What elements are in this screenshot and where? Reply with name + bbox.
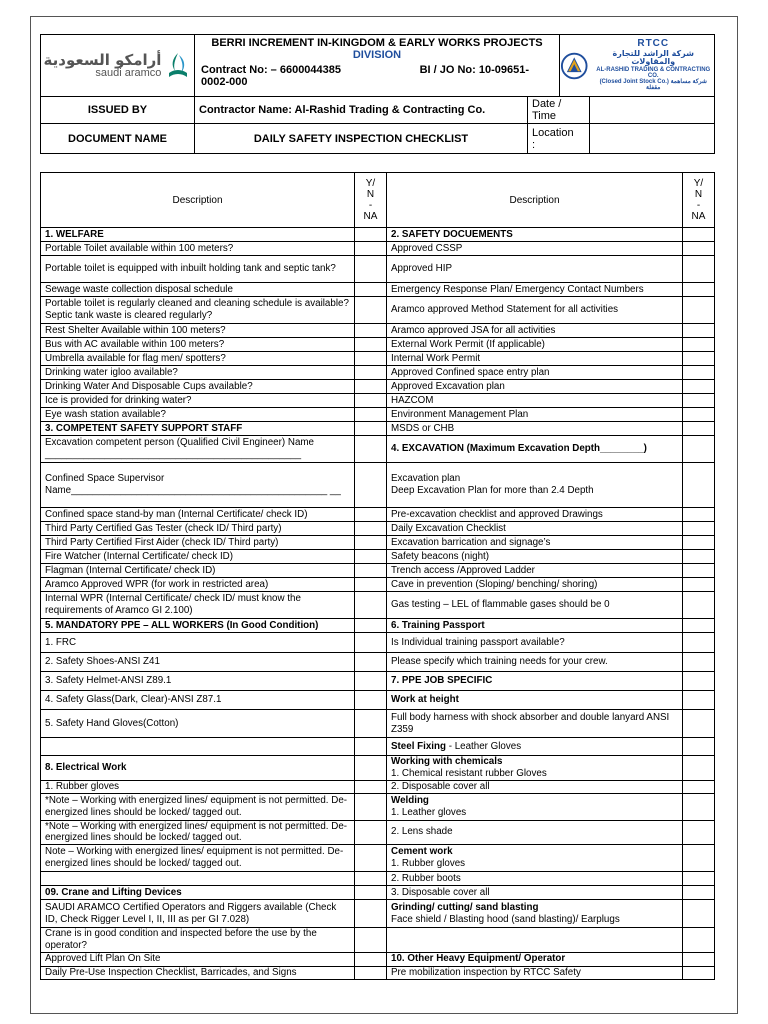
yn-na-cell-left[interactable]: [355, 228, 387, 242]
inspection-checklist-table: [40, 172, 715, 980]
yn-na-cell-left[interactable]: [355, 653, 387, 672]
yn-na-cell-left[interactable]: [355, 366, 387, 380]
checklist-row: [41, 820, 715, 845]
checklist-item-left: 09. Crane and Lifting Devices: [41, 886, 355, 900]
yn-na-cell-right[interactable]: [683, 793, 715, 820]
yn-na-cell-right[interactable]: [683, 672, 715, 691]
checklist-item-right: 2. Lens shade: [387, 820, 683, 845]
checklist-row: [41, 283, 715, 297]
yn-na-cell-left[interactable]: [355, 738, 387, 756]
yn-na-cell-right[interactable]: [683, 256, 715, 283]
yn-na-cell-right[interactable]: [683, 592, 715, 619]
checklist-row: [41, 297, 715, 324]
checklist-item-right: MSDS or CHB: [387, 422, 683, 436]
checklist-item-left: Drinking water igloo available?: [41, 366, 355, 380]
checklist-row: [41, 380, 715, 394]
yn-na-cell-right[interactable]: [683, 966, 715, 979]
checklist-row: [41, 338, 715, 352]
yn-na-cell-left[interactable]: [355, 966, 387, 979]
yn-na-cell-left[interactable]: [355, 845, 387, 872]
checklist-item-right: Steel Fixing - Leather Gloves: [387, 738, 683, 756]
checklist-row: [41, 928, 715, 953]
yn-na-cell-left[interactable]: [355, 242, 387, 256]
checklist-item-left: 1. WELFARE: [41, 228, 355, 242]
checklist-row: [41, 522, 715, 536]
checklist-row: [41, 592, 715, 619]
checklist-row: [41, 256, 715, 283]
checklist-row: [41, 228, 715, 242]
yn-na-cell-left[interactable]: [355, 463, 387, 508]
document-name: DAILY SAFETY INSPECTION CHECKLIST: [195, 124, 528, 154]
checklist-row: [41, 564, 715, 578]
checklist-item-left: 5. MANDATORY PPE – ALL WORKERS (In Good Condition): [41, 619, 355, 633]
yn-na-cell-right[interactable]: [683, 952, 715, 966]
yn-na-cell-right[interactable]: [683, 886, 715, 900]
checklist-item-left: Flagman (Internal Certificate/ check ID): [41, 564, 355, 578]
checklist-item-right: Aramco approved Method Statement for all activities: [387, 297, 683, 324]
yn-na-cell-left[interactable]: [355, 820, 387, 845]
checklist-item-right: 2. Disposable cover all: [387, 780, 683, 793]
checklist-item-left: Drinking Water And Disposable Cups available?: [41, 380, 355, 394]
yn-na-cell-left[interactable]: [355, 564, 387, 578]
checklist-item-left: Rest Shelter Available within 100 meters?: [41, 324, 355, 338]
checklist-row: [41, 436, 715, 463]
checklist-row: [41, 672, 715, 691]
yn-na-cell-right[interactable]: [683, 619, 715, 633]
checklist-item-left: Fire Watcher (Internal Certificate/ check ID): [41, 550, 355, 564]
checklist-item-left: Portable toilet is equipped with inbuilt holding tank and septic tank?: [41, 256, 355, 283]
yn-na-cell-left[interactable]: [355, 672, 387, 691]
rtcc-english-name: AL-RASHID TRADING & CONTRACTING CO.: [596, 66, 711, 79]
yn-na-cell-right[interactable]: [683, 550, 715, 564]
checklist-row: [41, 324, 715, 338]
checklist-row: [41, 550, 715, 564]
contractor-name: Contractor Name: Al-Rashid Trading & Contracting Co.: [195, 97, 528, 124]
checklist-item-right: 2. SAFETY DOCUEMENTS: [387, 228, 683, 242]
checklist-item-right: 4. EXCAVATION (Maximum Excavation Depth________): [387, 436, 683, 463]
checklist-row: [41, 633, 715, 653]
yn-na-cell-left[interactable]: [355, 256, 387, 283]
checklist-item-left: Confined space stand-by man (Internal Certificate/ check ID): [41, 508, 355, 522]
yn-na-cell-right[interactable]: [683, 352, 715, 366]
aramco-arabic-wordmark: أرامكو السعودية: [43, 50, 162, 69]
yn-na-cell-right[interactable]: [683, 436, 715, 463]
checklist-item-right: Internal Work Permit: [387, 352, 683, 366]
checklist-row: [41, 366, 715, 380]
checklist-item-left: Third Party Certified First Aider (check ID/ Third party): [41, 536, 355, 550]
checklist-item-right: Approved HIP: [387, 256, 683, 283]
checklist-item-left: 5. Safety Hand Gloves(Cotton): [41, 710, 355, 738]
checklist-item-left: 2. Safety Shoes-ANSI Z41: [41, 653, 355, 672]
yn-header-right: Y/ N - NA: [683, 173, 715, 228]
checklist-row: [41, 780, 715, 793]
yn-na-cell-left[interactable]: [355, 394, 387, 408]
yn-na-cell-left[interactable]: [355, 338, 387, 352]
checklist-item-right: [387, 928, 683, 953]
checklist-item-left: 4. Safety Glass(Dark, Clear)-ANSI Z87.1: [41, 691, 355, 710]
yn-header-left: Y/ N - NA: [355, 173, 387, 228]
checklist-item-left: [41, 738, 355, 756]
checklist-item-left: *Note – Working with energized lines/ equipment is not permitted. De-energized lines should be locked/ tagged out.: [41, 820, 355, 845]
document-header: [40, 34, 715, 154]
yn-na-cell-left[interactable]: [355, 710, 387, 738]
location-field[interactable]: [590, 124, 715, 154]
checklist-row: [41, 422, 715, 436]
checklist-item-left: Approved Lift Plan On Site: [41, 952, 355, 966]
yn-na-cell-right[interactable]: [683, 508, 715, 522]
yn-na-cell-right[interactable]: [683, 338, 715, 352]
yn-na-cell-right[interactable]: [683, 394, 715, 408]
yn-na-cell-left[interactable]: [355, 952, 387, 966]
description-header-right: Description: [387, 173, 683, 228]
checklist-item-right: 6. Training Passport: [387, 619, 683, 633]
document-name-label: DOCUMENT NAME: [41, 124, 195, 154]
yn-na-cell-left[interactable]: [355, 691, 387, 710]
yn-na-cell-right[interactable]: [683, 872, 715, 886]
yn-na-cell-left[interactable]: [355, 522, 387, 536]
checklist-row: [41, 872, 715, 886]
rtcc-emblem-icon: [560, 51, 588, 81]
project-title: BERRI INCREMENT IN-KINGDOM & EARLY WORKS PROJECTS: [211, 37, 543, 49]
rtcc-company-type: (Closed Joint Stock Co.) شركة مساهمة مقفلة: [599, 79, 707, 92]
checklist-row: [41, 793, 715, 820]
checklist-row: [41, 952, 715, 966]
rtcc-name: RTCC: [637, 38, 670, 50]
checklist-item-right: Cave in prevention (Sloping/ benching/ shoring): [387, 578, 683, 592]
checklist-row: [41, 408, 715, 422]
yn-na-cell-right[interactable]: [683, 536, 715, 550]
checklist-item-right: Aramco approved JSA for all activities: [387, 324, 683, 338]
checklist-row: [41, 536, 715, 550]
yn-na-cell-left[interactable]: [355, 886, 387, 900]
date-time-label: Date / Time: [528, 97, 590, 124]
checklist-row: [41, 508, 715, 522]
checklist-row: [41, 966, 715, 979]
checklist-item-right: Approved Confined space entry plan: [387, 366, 683, 380]
checklist-item-right: Welding 1. Leather gloves: [387, 793, 683, 820]
division-label: DIVISION: [352, 49, 402, 61]
contract-number: Contract No: – 6600044385: [201, 64, 342, 76]
checklist-item-right: 3. Disposable cover all: [387, 886, 683, 900]
yn-na-cell-left[interactable]: [355, 592, 387, 619]
checklist-item-right: Pre-excavation checklist and approved Drawings: [387, 508, 683, 522]
checklist-item-left: *Note – Working with energized lines/ equipment is not permitted. De-energized lines should be locked/ tagged out.: [41, 793, 355, 820]
checklist-row: [41, 738, 715, 756]
checklist-item-left: Sewage waste collection disposal schedule: [41, 283, 355, 297]
checklist-item-right: Daily Excavation Checklist: [387, 522, 683, 536]
yn-na-cell-right[interactable]: [683, 228, 715, 242]
yn-na-cell-right[interactable]: [683, 928, 715, 953]
checklist-row: [41, 653, 715, 672]
checklist-item-right: Full body harness with shock absorber and double lanyard ANSI Z359: [387, 710, 683, 738]
checklist-item-right: Cement work 1. Rubber gloves: [387, 845, 683, 872]
yn-na-cell-right[interactable]: [683, 366, 715, 380]
yn-na-cell-right[interactable]: [683, 756, 715, 781]
checklist-item-right: Please specify which training needs for your crew.: [387, 653, 683, 672]
yn-na-cell-left[interactable]: [355, 408, 387, 422]
yn-na-cell-right[interactable]: [683, 738, 715, 756]
yn-na-cell-left[interactable]: [355, 633, 387, 653]
checklist-item-left: Bus with AC available within 100 meters?: [41, 338, 355, 352]
checklist-row: [41, 691, 715, 710]
checklist-row: [41, 394, 715, 408]
yn-na-cell-left[interactable]: [355, 436, 387, 463]
bi-jo-number-cont: 0002-000: [201, 76, 248, 88]
checklist-item-left: Crane is in good condition and inspected before the use by the operator?: [41, 928, 355, 953]
yn-na-cell-right[interactable]: [683, 463, 715, 508]
checklist-item-right: Excavation barrication and signage’s: [387, 536, 683, 550]
checklist-item-left: 1. Rubber gloves: [41, 780, 355, 793]
yn-na-cell-left[interactable]: [355, 872, 387, 886]
yn-na-cell-right[interactable]: [683, 653, 715, 672]
checklist-item-right: Pre mobilization inspection by RTCC Safety: [387, 966, 683, 979]
checklist-item-left: Third Party Certified Gas Tester (check ID/ Third party): [41, 522, 355, 536]
yn-na-cell-right[interactable]: [683, 297, 715, 324]
checklist-item-left: [41, 872, 355, 886]
checklist-row: [41, 242, 715, 256]
checklist-item-left: Confined Space Supervisor Name_______________________________________________ __: [41, 463, 355, 508]
checklist-item-right: 2. Rubber boots: [387, 872, 683, 886]
checklist-item-right: Is Individual training passport available?: [387, 633, 683, 653]
yn-na-cell-left[interactable]: [355, 508, 387, 522]
yn-na-cell-left[interactable]: [355, 352, 387, 366]
checklist-row: [41, 578, 715, 592]
checklist-row: [41, 710, 715, 738]
yn-na-cell-left[interactable]: [355, 297, 387, 324]
checklist-row: [41, 352, 715, 366]
checklist-item-left: Ice is provided for drinking water?: [41, 394, 355, 408]
checklist-item-left: 3. COMPETENT SAFETY SUPPORT STAFF: [41, 422, 355, 436]
checklist-row: [41, 756, 715, 781]
yn-na-cell-left[interactable]: [355, 536, 387, 550]
checklist-item-left: Eye wash station available?: [41, 408, 355, 422]
yn-na-cell-right[interactable]: [683, 422, 715, 436]
checklist-item-left: Daily Pre-Use Inspection Checklist, Barricades, and Signs: [41, 966, 355, 979]
checklist-item-left: 8. Electrical Work: [41, 756, 355, 781]
yn-na-cell-right[interactable]: [683, 242, 715, 256]
checklist-item-right: HAZCOM: [387, 394, 683, 408]
yn-na-cell-right[interactable]: [683, 408, 715, 422]
checklist-item-left: 3. Safety Helmet-ANSI Z89.1: [41, 672, 355, 691]
rtcc-arabic-name: شركة الراشد للتجارة والمقاولات: [612, 48, 694, 67]
yn-na-cell-right[interactable]: [683, 283, 715, 297]
date-time-field[interactable]: [590, 97, 715, 124]
yn-na-cell-left[interactable]: [355, 550, 387, 564]
yn-na-cell-left[interactable]: [355, 283, 387, 297]
checklist-item-right: Approved Excavation plan: [387, 380, 683, 394]
checklist-item-left: Aramco Approved WPR (for work in restricted area): [41, 578, 355, 592]
checklist-item-right: Trench access /Approved Ladder: [387, 564, 683, 578]
saudi-aramco-logo: [41, 35, 195, 97]
description-header-left: Description: [41, 173, 355, 228]
yn-na-cell-left[interactable]: [355, 422, 387, 436]
yn-na-cell-right[interactable]: [683, 380, 715, 394]
yn-na-cell-right[interactable]: [683, 845, 715, 872]
checklist-item-right: External Work Permit (If applicable): [387, 338, 683, 352]
checklist-row: [41, 886, 715, 900]
checklist-item-left: Excavation competent person (Qualified Civil Engineer) Name _______________________________________________: [41, 436, 355, 463]
checklist-item-left: SAUDI ARAMCO Certified Operators and Riggers available (Check ID, Check Rigger Level I, II, III as per GI 7.028): [41, 900, 355, 928]
yn-na-cell-right[interactable]: [683, 633, 715, 653]
checklist-item-right: 7. PPE JOB SPECIFIC: [387, 672, 683, 691]
rtcc-logo: [560, 35, 715, 97]
yn-na-cell-left[interactable]: [355, 380, 387, 394]
yn-na-cell-left[interactable]: [355, 900, 387, 928]
checklist-item-left: Portable Toilet available within 100 meters?: [41, 242, 355, 256]
yn-na-cell-right[interactable]: [683, 564, 715, 578]
yn-na-cell-left[interactable]: [355, 780, 387, 793]
checklist-row: [41, 845, 715, 872]
checklist-row: [41, 900, 715, 928]
checklist-item-right: Emergency Response Plan/ Emergency Contact Numbers: [387, 283, 683, 297]
yn-na-cell-right[interactable]: [683, 710, 715, 738]
checklist-item-right: Grinding/ cutting/ sand blasting Face shield / Blasting hood (sand blasting)/ Earplugs: [387, 900, 683, 928]
checklist-header-row: [41, 173, 715, 228]
aramco-emblem-icon: [165, 51, 191, 81]
checklist-item-left: Portable toilet is regularly cleaned and cleaning schedule is available? Septic tank waste is cleared regularly?: [41, 297, 355, 324]
yn-na-cell-left[interactable]: [355, 619, 387, 633]
yn-na-cell-left[interactable]: [355, 578, 387, 592]
yn-na-cell-left[interactable]: [355, 928, 387, 953]
checklist-item-right: Safety beacons (night): [387, 550, 683, 564]
checklist-item-right: Environment Management Plan: [387, 408, 683, 422]
yn-na-cell-left[interactable]: [355, 756, 387, 781]
checklist-item-left: 1. FRC: [41, 633, 355, 653]
yn-na-cell-left[interactable]: [355, 793, 387, 820]
yn-na-cell-right[interactable]: [683, 324, 715, 338]
yn-na-cell-right[interactable]: [683, 900, 715, 928]
checklist-item-left: Note – Working with energized lines/ equipment is not permitted. De-energized lines should be locked/ tagged out.: [41, 845, 355, 872]
yn-na-cell-right[interactable]: [683, 578, 715, 592]
checklist-item-right: Working with chemicals 1. Chemical resistant rubber Gloves: [387, 756, 683, 781]
issued-by-label: ISSUED BY: [41, 97, 195, 124]
aramco-english-wordmark: saudi aramco: [95, 66, 162, 79]
checklist-item-left: Umbrella available for flag men/ spotters?: [41, 352, 355, 366]
checklist-item-right: Gas testing – LEL of flammable gases should be 0: [387, 592, 683, 619]
checklist-row: [41, 463, 715, 508]
yn-na-cell-right[interactable]: [683, 780, 715, 793]
yn-na-cell-left[interactable]: [355, 324, 387, 338]
location-label: Location :: [528, 124, 590, 154]
checklist-item-right: Excavation plan Deep Excavation Plan for more than 2.4 Depth: [387, 463, 683, 508]
checklist-item-right: Work at height: [387, 691, 683, 710]
yn-na-cell-right[interactable]: [683, 522, 715, 536]
checklist-item-left: Internal WPR (Internal Certificate/ check ID/ must know the requirements of Aramco GI 2.100): [41, 592, 355, 619]
yn-na-cell-right[interactable]: [683, 820, 715, 845]
checklist-item-right: Approved CSSP: [387, 242, 683, 256]
bi-jo-number: BI / JO No: 10-09651-: [419, 64, 529, 76]
checklist-item-right: 10. Other Heavy Equipment/ Operator: [387, 952, 683, 966]
yn-na-cell-right[interactable]: [683, 691, 715, 710]
checklist-row: [41, 619, 715, 633]
